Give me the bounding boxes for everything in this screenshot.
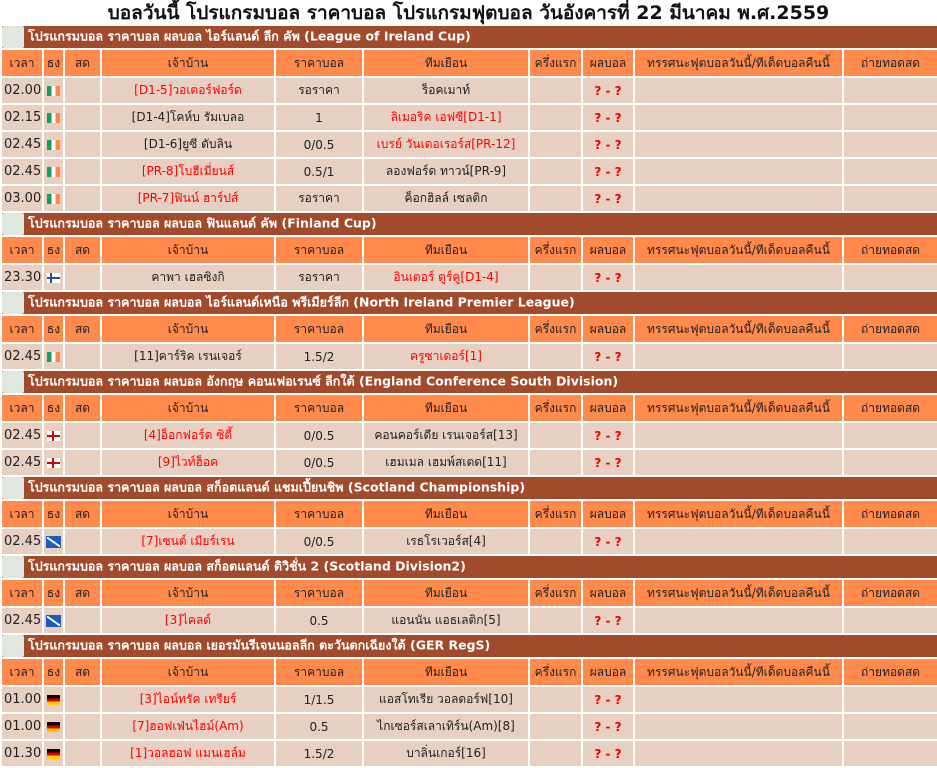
kickoff-time: 02.45 (2, 450, 42, 475)
away-team[interactable]: ครูซาเดอร์[1] (364, 344, 528, 369)
live-broadcast-cell (844, 450, 937, 475)
column-header-row (2, 50, 937, 76)
away-team[interactable]: ค็อกฮิลล์ เซลติก (364, 186, 528, 211)
live-broadcast-cell (844, 78, 937, 103)
column-header: สด (65, 580, 100, 606)
column-header: ผลบอล (583, 395, 633, 421)
flag-cell (44, 105, 63, 130)
odds: 1.5/2 (276, 344, 362, 369)
flag-fi-icon (47, 273, 60, 283)
column-header: ราคาบอล (276, 237, 362, 263)
live-broadcast-cell (844, 186, 937, 211)
home-team[interactable]: [D1-5]วอเตอร์ฟอร์ด (102, 78, 274, 103)
live-broadcast-cell (844, 714, 937, 739)
odds: 1/1.5 (276, 687, 362, 712)
live-cell (65, 714, 100, 739)
column-header: ผลบอล (583, 316, 633, 342)
column-header: เจ้าบ้าน (102, 316, 274, 342)
home-team[interactable]: [3]ไคลด์ (102, 608, 274, 633)
column-header: ทรรศนะฟุตบอลวันนี้/ทีเด็ดบอลคืนนี้ (635, 580, 842, 606)
league-header-cell (2, 292, 937, 314)
home-team[interactable]: [9]ไวท์ฮ็อค (102, 450, 274, 475)
league-title[interactable]: โปรแกรมบอล ราคาบอล ผลบอล ไอร์แลนด์ ลีก คัพ (League of Ireland Cup) (28, 28, 471, 44)
half-time-score (530, 529, 581, 554)
column-header: ราคาบอล (276, 316, 362, 342)
flag-en-icon (47, 431, 60, 441)
tips-cell (635, 608, 842, 633)
column-header: เจ้าบ้าน (102, 580, 274, 606)
page-title: บอลวันนี้ โปรแกรมบอล ราคาบอล โปรแกรมฟุตบอล วันอังคารที่ 22 มีนาคม พ.ศ.2559 (107, 2, 830, 24)
column-header-row (2, 659, 937, 685)
home-team[interactable]: [D1-6]ยูซี ดับลิน (102, 132, 274, 157)
tips-cell (635, 159, 842, 184)
flag-sc-icon (47, 616, 60, 626)
home-team[interactable]: [4]อ็อกฟอร์ด ซิตี้ (102, 423, 274, 448)
column-header: ผลบอล (583, 50, 633, 76)
live-cell (65, 159, 100, 184)
match-row (2, 608, 937, 633)
tips-cell (635, 78, 842, 103)
column-header: ผลบอล (583, 237, 633, 263)
column-header: ราคาบอล (276, 501, 362, 527)
flag-cell (44, 714, 63, 739)
league-title[interactable]: โปรแกรมบอล ราคาบอล ผลบอล เยอรมันรีเจนนอลลีก ตะวันตกเฉียงใต้ (GER RegS) (28, 637, 491, 653)
tips-cell (635, 423, 842, 448)
tips-cell (635, 132, 842, 157)
match-result[interactable]: ? - ? (583, 159, 633, 184)
column-header: ทรรศนะฟุตบอลวันนี้/ทีเด็ดบอลคืนนี้ (635, 237, 842, 263)
column-header: ธง (44, 580, 63, 606)
flag-de-icon (47, 749, 60, 759)
kickoff-time: 02.45 (2, 423, 42, 448)
away-team[interactable]: ร็อคเมาท์ (364, 78, 528, 103)
league-title[interactable]: โปรแกรมบอล ราคาบอล ผลบอล ฟินแลนด์ คัพ (Finland Cup) (28, 215, 377, 231)
live-cell (65, 78, 100, 103)
live-cell (65, 132, 100, 157)
column-header: ครึ่งแรก (530, 237, 581, 263)
match-result[interactable]: ? - ? (583, 186, 633, 211)
flag-de-icon (47, 722, 60, 732)
away-team[interactable]: เฮมเมล เฮมพ์สเตด[11] (364, 450, 528, 475)
column-header: ถ่ายทอดสด (844, 501, 937, 527)
away-team[interactable]: แอนนัน แอธเลติก[5] (364, 608, 528, 633)
column-header-row (2, 580, 937, 606)
home-team[interactable]: [PR-7]ฟินน์ ฮาร์ปส์ (102, 186, 274, 211)
kickoff-time: 02.45 (2, 344, 42, 369)
kickoff-time: 01.30 (2, 741, 42, 766)
match-result[interactable]: ? - ? (583, 608, 633, 633)
finland-fa-logo-icon (2, 213, 24, 235)
half-time-score (530, 78, 581, 103)
column-header-row (2, 316, 937, 342)
column-header: ทีมเยือน (364, 316, 528, 342)
flag-en-icon (47, 458, 60, 468)
column-header: ทีมเยือน (364, 501, 528, 527)
tips-cell (635, 265, 842, 290)
column-header: ราคาบอล (276, 580, 362, 606)
league-header (2, 371, 937, 393)
column-header: ครึ่งแรก (530, 659, 581, 685)
live-broadcast-cell (844, 132, 937, 157)
match-result[interactable]: ? - ? (583, 423, 633, 448)
kickoff-time: 02.45 (2, 159, 42, 184)
live-cell (65, 265, 100, 290)
column-header: ทีมเยือน (364, 237, 528, 263)
match-result[interactable]: ? - ? (583, 265, 633, 290)
column-header: สด (65, 395, 100, 421)
odds: 0.5/1 (276, 159, 362, 184)
league-title[interactable]: โปรแกรมบอล ราคาบอล ผลบอล สก็อตแลนด์ แชมเปี้ยนชิพ (Scotland Championship) (28, 479, 526, 495)
odds: รอราคา (276, 186, 362, 211)
away-team[interactable]: ลิเมอริค เอฟซี[D1-1] (364, 105, 528, 130)
league-title[interactable]: โปรแกรมบอล ราคาบอล ผลบอล อังกฤษ คอนเฟอเรนซ์ ลีกใต้ (England Conference South Division) (28, 373, 619, 389)
fixtures-table (0, 24, 937, 768)
live-broadcast-cell (844, 265, 937, 290)
column-header: ทรรศนะฟุตบอลวันนี้/ทีเด็ดบอลคืนนี้ (635, 395, 842, 421)
column-header: เวลา (2, 395, 42, 421)
flag-cell (44, 186, 63, 211)
match-result[interactable]: ? - ? (583, 714, 633, 739)
league-title[interactable]: โปรแกรมบอล ราคาบอล ผลบอล ไอร์แลนด์เหนือ พรีเมียร์ลีก (North Ireland Premier League) (28, 294, 575, 310)
away-team[interactable]: ลองฟอร์ด ทาวน์[PR-9] (364, 159, 528, 184)
live-broadcast-cell (844, 423, 937, 448)
match-result[interactable]: ? - ? (583, 132, 633, 157)
half-time-score (530, 132, 581, 157)
flag-cell (44, 78, 63, 103)
live-cell (65, 105, 100, 130)
away-team[interactable]: อินเตอร์ ตูร์คู[D1-4] (364, 265, 528, 290)
live-broadcast-cell (844, 344, 937, 369)
league-header (2, 556, 937, 578)
column-header: ครึ่งแรก (530, 395, 581, 421)
column-header: ถ่ายทอดสด (844, 50, 937, 76)
league-header-cell (2, 371, 937, 393)
column-header: ครึ่งแรก (530, 580, 581, 606)
column-header: ธง (44, 501, 63, 527)
flag-de-icon (47, 695, 60, 705)
column-header: สด (65, 50, 100, 76)
match-row (2, 344, 937, 369)
kickoff-time: 03.00 (2, 186, 42, 211)
column-header: ผลบอล (583, 659, 633, 685)
column-header: เวลา (2, 50, 42, 76)
kickoff-time: 02.45 (2, 529, 42, 554)
nifl-logo-icon (2, 292, 24, 314)
flag-cell (44, 687, 63, 712)
flag-cell (44, 423, 63, 448)
match-result[interactable]: ? - ? (583, 344, 633, 369)
odds: 0.5 (276, 714, 362, 739)
league-header (2, 292, 937, 314)
live-cell (65, 687, 100, 712)
away-team[interactable]: บาลิ่นเกอร์[16] (364, 741, 528, 766)
column-header: สด (65, 316, 100, 342)
flag-sc-icon (47, 537, 60, 547)
kickoff-time: 02.45 (2, 608, 42, 633)
home-team[interactable]: [PR-8]โบฮีเมี่ยนส์ (102, 159, 274, 184)
column-header: ครึ่งแรก (530, 50, 581, 76)
half-time-score (530, 608, 581, 633)
flag-cell (44, 265, 63, 290)
match-result[interactable]: ? - ? (583, 741, 633, 766)
live-broadcast-cell (844, 159, 937, 184)
column-header: ทรรศนะฟุตบอลวันนี้/ทีเด็ดบอลคืนนี้ (635, 659, 842, 685)
match-result[interactable]: ? - ? (583, 105, 633, 130)
half-time-score (530, 450, 581, 475)
league-header-cell (2, 556, 937, 578)
live-cell (65, 423, 100, 448)
league-header-cell (2, 213, 937, 235)
kickoff-time: 01.00 (2, 714, 42, 739)
column-header: เจ้าบ้าน (102, 659, 274, 685)
tips-cell (635, 105, 842, 130)
home-team[interactable]: [3]ไอน์ทรัค เทรียร์ (102, 687, 274, 712)
conference-logo-icon (2, 371, 24, 393)
column-header: ผลบอล (583, 501, 633, 527)
column-header: ธง (44, 395, 63, 421)
live-cell (65, 450, 100, 475)
column-header: ราคาบอล (276, 395, 362, 421)
column-header: ถ่ายทอดสด (844, 237, 937, 263)
match-row (2, 423, 937, 448)
flag-ie-icon (47, 352, 60, 362)
kickoff-time: 02.45 (2, 132, 42, 157)
home-team[interactable]: [D1-4]โคห์บ รัมเบลอ (102, 105, 274, 130)
column-header: ธง (44, 659, 63, 685)
column-header: เจ้าบ้าน (102, 501, 274, 527)
flag-cell (44, 450, 63, 475)
odds: 1.5/2 (276, 741, 362, 766)
tips-cell (635, 450, 842, 475)
flag-ie-icon (47, 140, 60, 150)
half-time-score (530, 714, 581, 739)
match-row (2, 450, 937, 475)
column-header: เวลา (2, 501, 42, 527)
column-header: ทีมเยือน (364, 395, 528, 421)
spfl-logo-icon (2, 556, 24, 578)
column-header-row (2, 501, 937, 527)
tips-cell (635, 186, 842, 211)
column-header: ทรรศนะฟุตบอลวันนี้/ทีเด็ดบอลคืนนี้ (635, 316, 842, 342)
odds: 0.5 (276, 608, 362, 633)
ireland-fa-logo-icon (2, 26, 24, 48)
flag-cell (44, 608, 63, 633)
match-result[interactable]: ? - ? (583, 78, 633, 103)
match-row (2, 714, 937, 739)
column-header: สด (65, 501, 100, 527)
column-header: ถ่ายทอดสด (844, 395, 937, 421)
away-team[interactable]: เรธโรเวอร์ส[4] (364, 529, 528, 554)
live-cell (65, 529, 100, 554)
column-header: ทรรศนะฟุตบอลวันนี้/ทีเด็ดบอลคืนนี้ (635, 50, 842, 76)
column-header: ผลบอล (583, 580, 633, 606)
column-header: ถ่ายทอดสด (844, 659, 937, 685)
away-team[interactable]: ไกเซอร์สเลาเทิร์น(Am)[8] (364, 714, 528, 739)
league-header (2, 635, 937, 657)
column-header: ครึ่งแรก (530, 316, 581, 342)
league-header (2, 26, 937, 48)
live-broadcast-cell (844, 687, 937, 712)
match-row (2, 159, 937, 184)
home-team[interactable]: [7]ฮอฟเฟ่นไฮม์(Am) (102, 714, 274, 739)
odds: 0/0.5 (276, 132, 362, 157)
match-result[interactable]: ? - ? (583, 687, 633, 712)
flag-ie-icon (47, 113, 60, 123)
match-row (2, 105, 937, 130)
column-header: ราคาบอล (276, 50, 362, 76)
match-row (2, 687, 937, 712)
kickoff-time: 01.00 (2, 687, 42, 712)
league-header-cell (2, 477, 937, 499)
column-header-row (2, 237, 937, 263)
half-time-score (530, 423, 581, 448)
live-cell (65, 344, 100, 369)
away-team[interactable]: แอสโทเรีย วอลดอร์ฟ[10] (364, 687, 528, 712)
column-header: เวลา (2, 237, 42, 263)
tips-cell (635, 344, 842, 369)
home-team[interactable]: คาพา เฮลซิงกิ (102, 265, 274, 290)
column-header-row (2, 395, 937, 421)
spfl-logo-icon (2, 477, 24, 499)
column-header: เวลา (2, 659, 42, 685)
kickoff-time: 02.00 (2, 78, 42, 103)
column-header: ธง (44, 316, 63, 342)
away-team[interactable]: เบรย์ วันเดอเรอร์ส[PR-12] (364, 132, 528, 157)
flag-ie-icon (47, 167, 60, 177)
odds: รอราคา (276, 78, 362, 103)
odds: รอราคา (276, 265, 362, 290)
odds: 0/0.5 (276, 423, 362, 448)
flag-cell (44, 159, 63, 184)
live-cell (65, 186, 100, 211)
home-team[interactable]: [1]วอลฮอฟ แมนเฮล์ม (102, 741, 274, 766)
flag-cell (44, 132, 63, 157)
kickoff-time: 23.30 (2, 265, 42, 290)
league-header-cell (2, 26, 937, 48)
column-header: ทีมเยือน (364, 659, 528, 685)
match-row (2, 265, 937, 290)
tips-cell (635, 714, 842, 739)
column-header: ทีมเยือน (364, 580, 528, 606)
half-time-score (530, 265, 581, 290)
column-header: ถ่ายทอดสด (844, 316, 937, 342)
column-header: เจ้าบ้าน (102, 395, 274, 421)
home-team[interactable]: [7]เซนต์ เมียร์เรน (102, 529, 274, 554)
tips-cell (635, 687, 842, 712)
away-team[interactable]: คอนคอร์เดีย เรนเจอร์ส[13] (364, 423, 528, 448)
kickoff-time: 02.15 (2, 105, 42, 130)
column-header: ถ่ายทอดสด (844, 580, 937, 606)
column-header: ธง (44, 50, 63, 76)
half-time-score (530, 105, 581, 130)
match-row (2, 529, 937, 554)
column-header: สด (65, 659, 100, 685)
home-team[interactable]: [11]คาร์ริค เรนเจอร์ (102, 344, 274, 369)
column-header: เวลา (2, 316, 42, 342)
column-header: ทีมเยือน (364, 50, 528, 76)
column-header: เจ้าบ้าน (102, 50, 274, 76)
live-cell (65, 608, 100, 633)
bundesliga-logo-icon (2, 635, 24, 657)
flag-cell (44, 529, 63, 554)
flag-cell (44, 344, 63, 369)
match-row (2, 132, 937, 157)
odds: 0/0.5 (276, 450, 362, 475)
match-row (2, 78, 937, 103)
tips-cell (635, 529, 842, 554)
live-broadcast-cell (844, 105, 937, 130)
league-title[interactable]: โปรแกรมบอล ราคาบอล ผลบอล สก็อตแลนด์ ดิวิชั่น 2 (Scotland Division2) (28, 558, 466, 574)
league-header (2, 477, 937, 499)
column-header: ธง (44, 237, 63, 263)
column-header: ราคาบอล (276, 659, 362, 685)
half-time-score (530, 344, 581, 369)
column-header: สด (65, 237, 100, 263)
live-broadcast-cell (844, 608, 937, 633)
column-header: เวลา (2, 580, 42, 606)
match-result[interactable]: ? - ? (583, 450, 633, 475)
live-broadcast-cell (844, 529, 937, 554)
column-header: เจ้าบ้าน (102, 237, 274, 263)
league-header-cell (2, 635, 937, 657)
column-header: ครึ่งแรก (530, 501, 581, 527)
flag-ie-icon (47, 86, 60, 96)
league-header (2, 213, 937, 235)
flag-ie-icon (47, 194, 60, 204)
half-time-score (530, 159, 581, 184)
match-result[interactable]: ? - ? (583, 529, 633, 554)
match-row (2, 186, 937, 211)
odds: 1 (276, 105, 362, 130)
odds: 0/0.5 (276, 529, 362, 554)
half-time-score (530, 186, 581, 211)
column-header: ทรรศนะฟุตบอลวันนี้/ทีเด็ดบอลคืนนี้ (635, 501, 842, 527)
half-time-score (530, 687, 581, 712)
